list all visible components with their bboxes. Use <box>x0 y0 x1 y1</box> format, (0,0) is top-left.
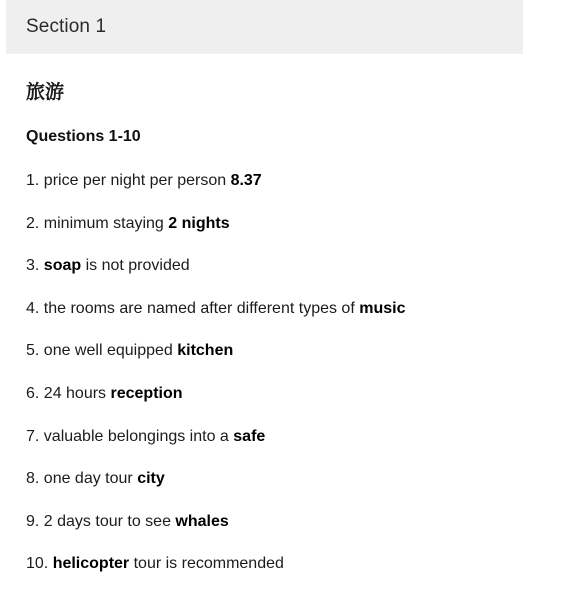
question-item-5 <box>26 341 405 384</box>
answer-text: 2 nights <box>168 214 230 232</box>
answer-text: whales <box>175 512 229 530</box>
questions-heading: Questions 1-10 <box>26 128 141 145</box>
question-text-suffix: tour is recommended <box>129 555 284 573</box>
question-item-3 <box>26 256 405 299</box>
question-item-2 <box>26 214 405 257</box>
question-item-1 <box>26 171 405 214</box>
question-text: 3. <box>26 257 44 275</box>
question-text: 10. <box>26 555 53 573</box>
question-item-6 <box>26 384 405 427</box>
answer-text: reception <box>110 384 183 402</box>
section-title: Section 1 <box>26 16 107 37</box>
answer-text: 8.37 <box>230 172 262 189</box>
question-item-7 <box>26 427 405 470</box>
question-text: 5. one well equipped <box>26 342 178 360</box>
answer-text: music <box>359 299 406 317</box>
question-list <box>26 171 405 597</box>
topic-title: 旅游 <box>26 81 65 103</box>
question-item-9 <box>26 512 405 555</box>
question-text: 9. 2 days tour to see <box>26 512 176 530</box>
question-text-suffix: is not provided <box>81 257 190 275</box>
question-text: 8. one day tour <box>26 470 138 488</box>
question-text: 4. the rooms are named after different types of <box>26 299 360 317</box>
section-header <box>6 0 523 54</box>
question-item-4 <box>26 299 405 342</box>
answer-text: soap <box>43 257 82 275</box>
answer-text: helicopter <box>52 555 130 573</box>
question-text: 6. 24 hours <box>26 384 111 402</box>
question-text: 2. minimum staying <box>26 214 169 232</box>
answer-text: kitchen <box>177 342 234 360</box>
answer-text: city <box>137 470 165 488</box>
question-text: 7. valuable belongings into a <box>26 427 234 445</box>
answer-text: safe <box>233 427 266 445</box>
question-item-8 <box>26 469 405 512</box>
question-item-10 <box>26 554 405 597</box>
question-text: 1. price per night per person <box>26 172 231 189</box>
